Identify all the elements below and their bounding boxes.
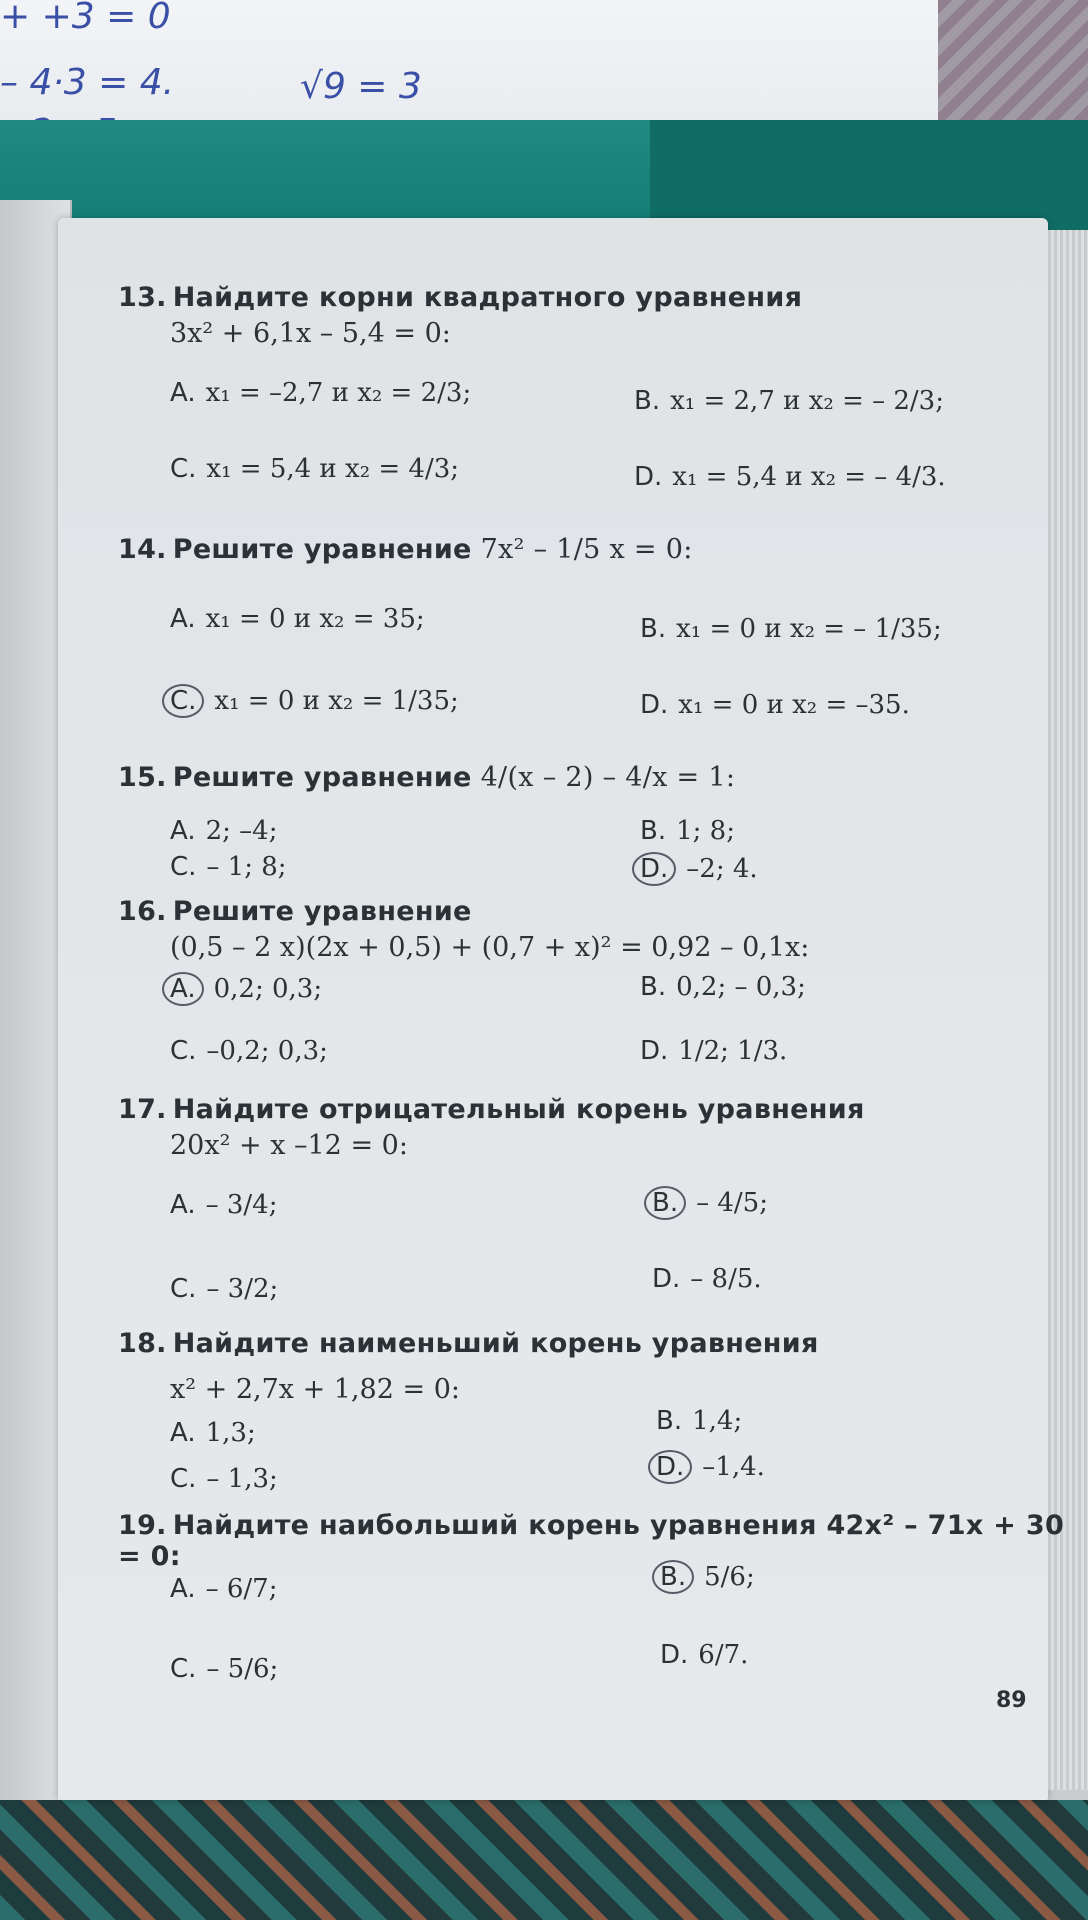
question-15-equation: 4/(x – 2) – 4/x = 1:	[480, 762, 736, 793]
q19-option-d[interactable]: D. 6/7.	[660, 1640, 749, 1670]
q14-option-a[interactable]: A. x₁ = 0 и x₂ = 35;	[170, 604, 425, 634]
page-number: 89	[996, 1688, 1027, 1713]
q17-option-c[interactable]: C. – 3/2;	[170, 1274, 279, 1304]
q13-option-a[interactable]: A. x₁ = –2,7 и x₂ = 2/3;	[170, 378, 472, 408]
question-18-title: 18. Найдите наименьший корень уравнения	[118, 1328, 819, 1359]
tablecloth	[0, 1800, 1088, 1920]
circled-answer-mark: C.	[162, 684, 204, 718]
q16-option-c[interactable]: C. –0,2; 0,3;	[170, 1036, 328, 1066]
question-16-title: 16. Решите уравнение	[118, 896, 472, 927]
q19-option-c[interactable]: C. – 5/6;	[170, 1654, 279, 1684]
q14-option-d[interactable]: D. x₁ = 0 и x₂ = –35.	[640, 690, 910, 720]
question-13-equation: 3x² + 6,1x – 5,4 = 0:	[170, 318, 451, 349]
q15-option-b[interactable]: B. 1; 8;	[640, 816, 735, 846]
question-18-equation: x² + 2,7x + 1,82 = 0:	[170, 1374, 460, 1405]
q18-option-a[interactable]: A. 1,3;	[170, 1418, 256, 1448]
q16-option-d[interactable]: D. 1/2; 1/3.	[640, 1036, 788, 1066]
question-16-equation: (0,5 – 2 x)(2x + 0,5) + (0,7 + x)² = 0,92 – 0,1x:	[170, 932, 810, 963]
q15-option-a[interactable]: A. 2; –4;	[170, 816, 278, 846]
q14-option-c[interactable]: C. x₁ = 0 и x₂ = 1/35;	[170, 684, 459, 718]
circled-answer-mark: D.	[632, 852, 676, 886]
q13-option-d[interactable]: D. x₁ = 5,4 и x₂ = – 4/3.	[634, 462, 946, 492]
q13-option-c[interactable]: C. x₁ = 5,4 и x₂ = 4/3;	[170, 454, 460, 484]
question-19-title: 19. Найдите наибольший корень уравнения 42x² – 71x + 30 = 0:	[118, 1510, 1065, 1572]
question-13-title: 13. Найдите корни квадратного уравнения	[118, 282, 803, 313]
question-17-title: 17. Найдите отрицательный корень уравнения	[118, 1094, 865, 1125]
q14-option-b[interactable]: B. x₁ = 0 и x₂ = – 1/35;	[640, 614, 942, 644]
q15-option-c[interactable]: C. – 1; 8;	[170, 852, 287, 882]
question-14-title: 14. Решите уравнение 7x² – 1/5 x = 0:	[118, 534, 693, 565]
q18-option-b[interactable]: B. 1,4;	[656, 1406, 743, 1436]
q18-option-d[interactable]: D. –1,4.	[656, 1450, 765, 1484]
circled-answer-mark: B.	[652, 1560, 694, 1594]
scribble-line-2: – 4·3 = 4.	[0, 62, 175, 103]
q15-option-d[interactable]: D. –2; 4.	[640, 852, 758, 886]
q18-option-c[interactable]: C. – 1,3;	[170, 1464, 278, 1494]
scribble-line-1: + +3 = 0	[0, 0, 171, 37]
question-14-equation: 7x² – 1/5 x = 0:	[480, 534, 693, 565]
q19-option-b[interactable]: B. 5/6;	[660, 1560, 755, 1594]
q16-option-a[interactable]: A. 0,2; 0,3;	[170, 972, 322, 1006]
q19-option-a[interactable]: A. – 6/7;	[170, 1574, 278, 1604]
fabric-corner	[938, 0, 1088, 130]
q16-option-b[interactable]: B. 0,2; – 0,3;	[640, 972, 806, 1002]
circled-answer-mark: B.	[644, 1186, 686, 1220]
q17-option-b[interactable]: B. – 4/5;	[652, 1186, 768, 1220]
q17-option-a[interactable]: A. – 3/4;	[170, 1190, 278, 1220]
circled-answer-mark: D.	[648, 1450, 692, 1484]
question-17-equation: 20x² + x –12 = 0:	[170, 1130, 408, 1161]
scribble-line-3: √9 = 3	[300, 66, 422, 107]
q17-option-d[interactable]: D. – 8/5.	[652, 1264, 762, 1294]
question-15-title: 15. Решите уравнение 4/(x – 2) – 4/x = 1:	[118, 762, 736, 793]
circled-answer-mark: A.	[162, 972, 204, 1006]
q13-option-b[interactable]: B. x₁ = 2,7 и x₂ = – 2/3;	[634, 386, 944, 416]
